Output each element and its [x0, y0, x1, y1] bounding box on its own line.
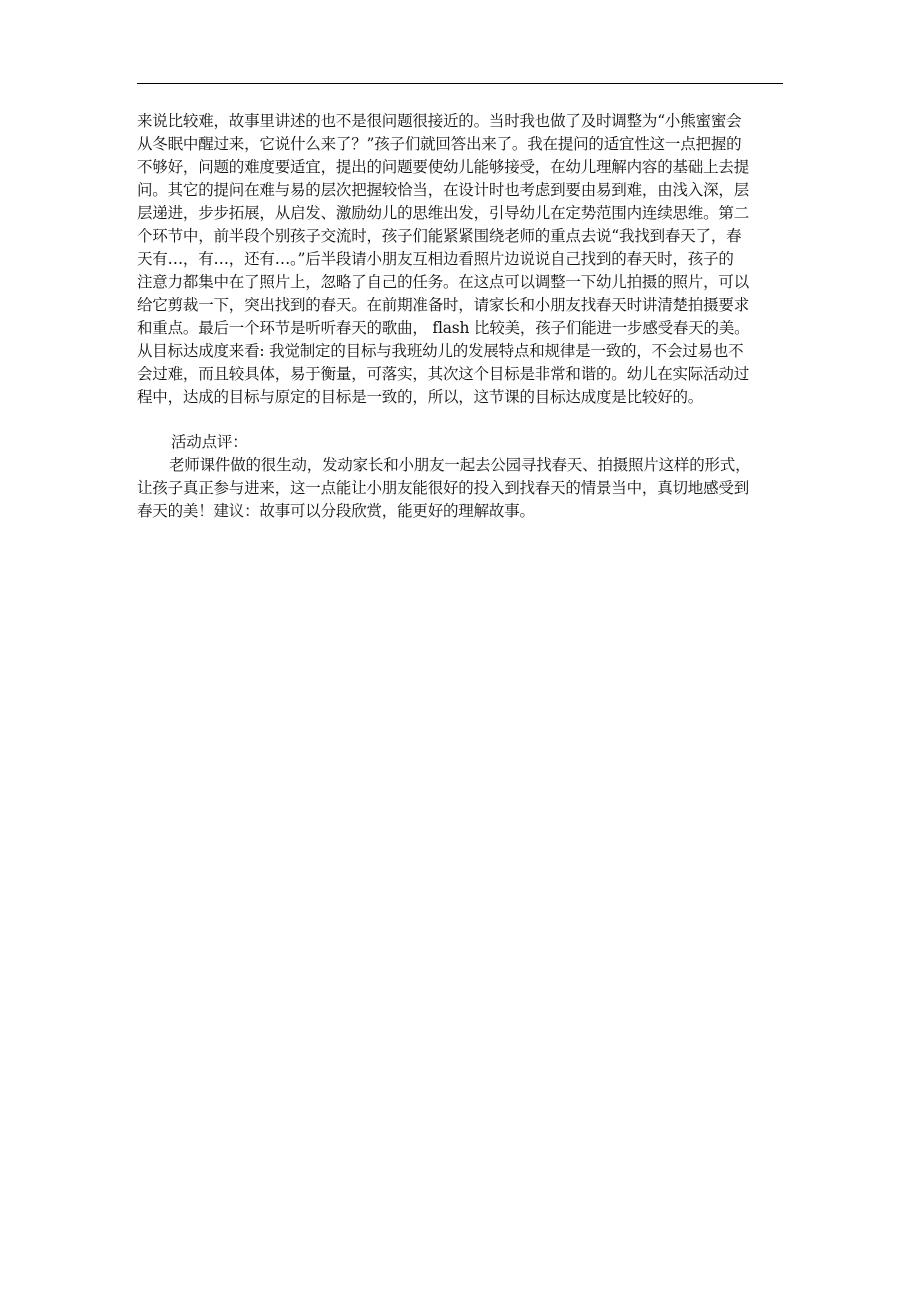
text-line: 从目标达成度来看: 我觉制定的目标与我班幼儿的发展特点和规律是一致的，不会过易也不: [137, 342, 744, 360]
text-line: 问。其它的提问在难与易的层次把握较恰当，在设计时也考虑到要由易到难，由浅入深，层: [137, 181, 750, 199]
text-line: 老师课件做的很生动，发动家长和小朋友一起去公园寻找春天、拍摄照片这样的形式，: [169, 456, 751, 474]
text-line: 从冬眠中醒过来，它说什么来了？”孩子们就回答出来了。我在提问的适宜性这一点把握的: [137, 135, 742, 153]
review-heading: 活动点评：: [171, 433, 248, 451]
header-divider: [137, 83, 783, 84]
text-line: 春天的美！建议：故事可以分段欣赏，能更好的理解故事。: [137, 502, 535, 520]
text-line: 天有…，有…，还有…。”后半段请小朋友互相边看照片边说说自己找到的春天时，孩子的: [137, 250, 734, 268]
text-line: 层递进，步步拓展，从启发、激励幼儿的思维出发，引导幼儿在定势范围内连续思维。第二: [137, 204, 750, 222]
text-line: 和重点。最后一个环节是听听春天的歌曲， flash 比较美，孩子们能进一步感受春天的美。: [137, 319, 750, 337]
text-line: 来说比较难，故事里讲述的也不是很问题很接近的。当时我也做了及时调整为“小熊蜜蜜会: [137, 112, 742, 130]
document-body: [137, 110, 789, 523]
text-line: 给它剪裁一下，突出找到的春天。在前期准备时，请家长和小朋友找春天时讲清楚拍摄要求: [137, 296, 750, 314]
text-line: 不够好，问题的难度要适宜，提出的问题要使幼儿能够接受，在幼儿理解内容的基础上去提: [137, 158, 750, 176]
text-line: 注意力都集中在了照片上，忽略了自己的任务。在这点可以调整一下幼儿拍摄的照片，可以: [137, 273, 750, 291]
text-line: 会过难，而且较具体，易于衡量，可落实，其次这个目标是非常和谐的。幼儿在实际活动过: [137, 365, 750, 383]
text-line: 程中，达成的目标与原定的目标是一致的，所以，这节课的目标达成度是比较好的。: [137, 388, 704, 406]
review-paragraph: [137, 454, 789, 523]
paragraph-spacer: [137, 409, 789, 431]
text-line: 个环节中，前半段个别孩子交流时，孩子们能紧紧围绕老师的重点去说“我找到春天了，春: [137, 227, 742, 245]
reflection-paragraph: [137, 110, 789, 409]
text-line: 让孩子真正参与进来，这一点能让小朋友能很好的投入到找春天的情景当中，真切地感受到: [137, 479, 750, 497]
